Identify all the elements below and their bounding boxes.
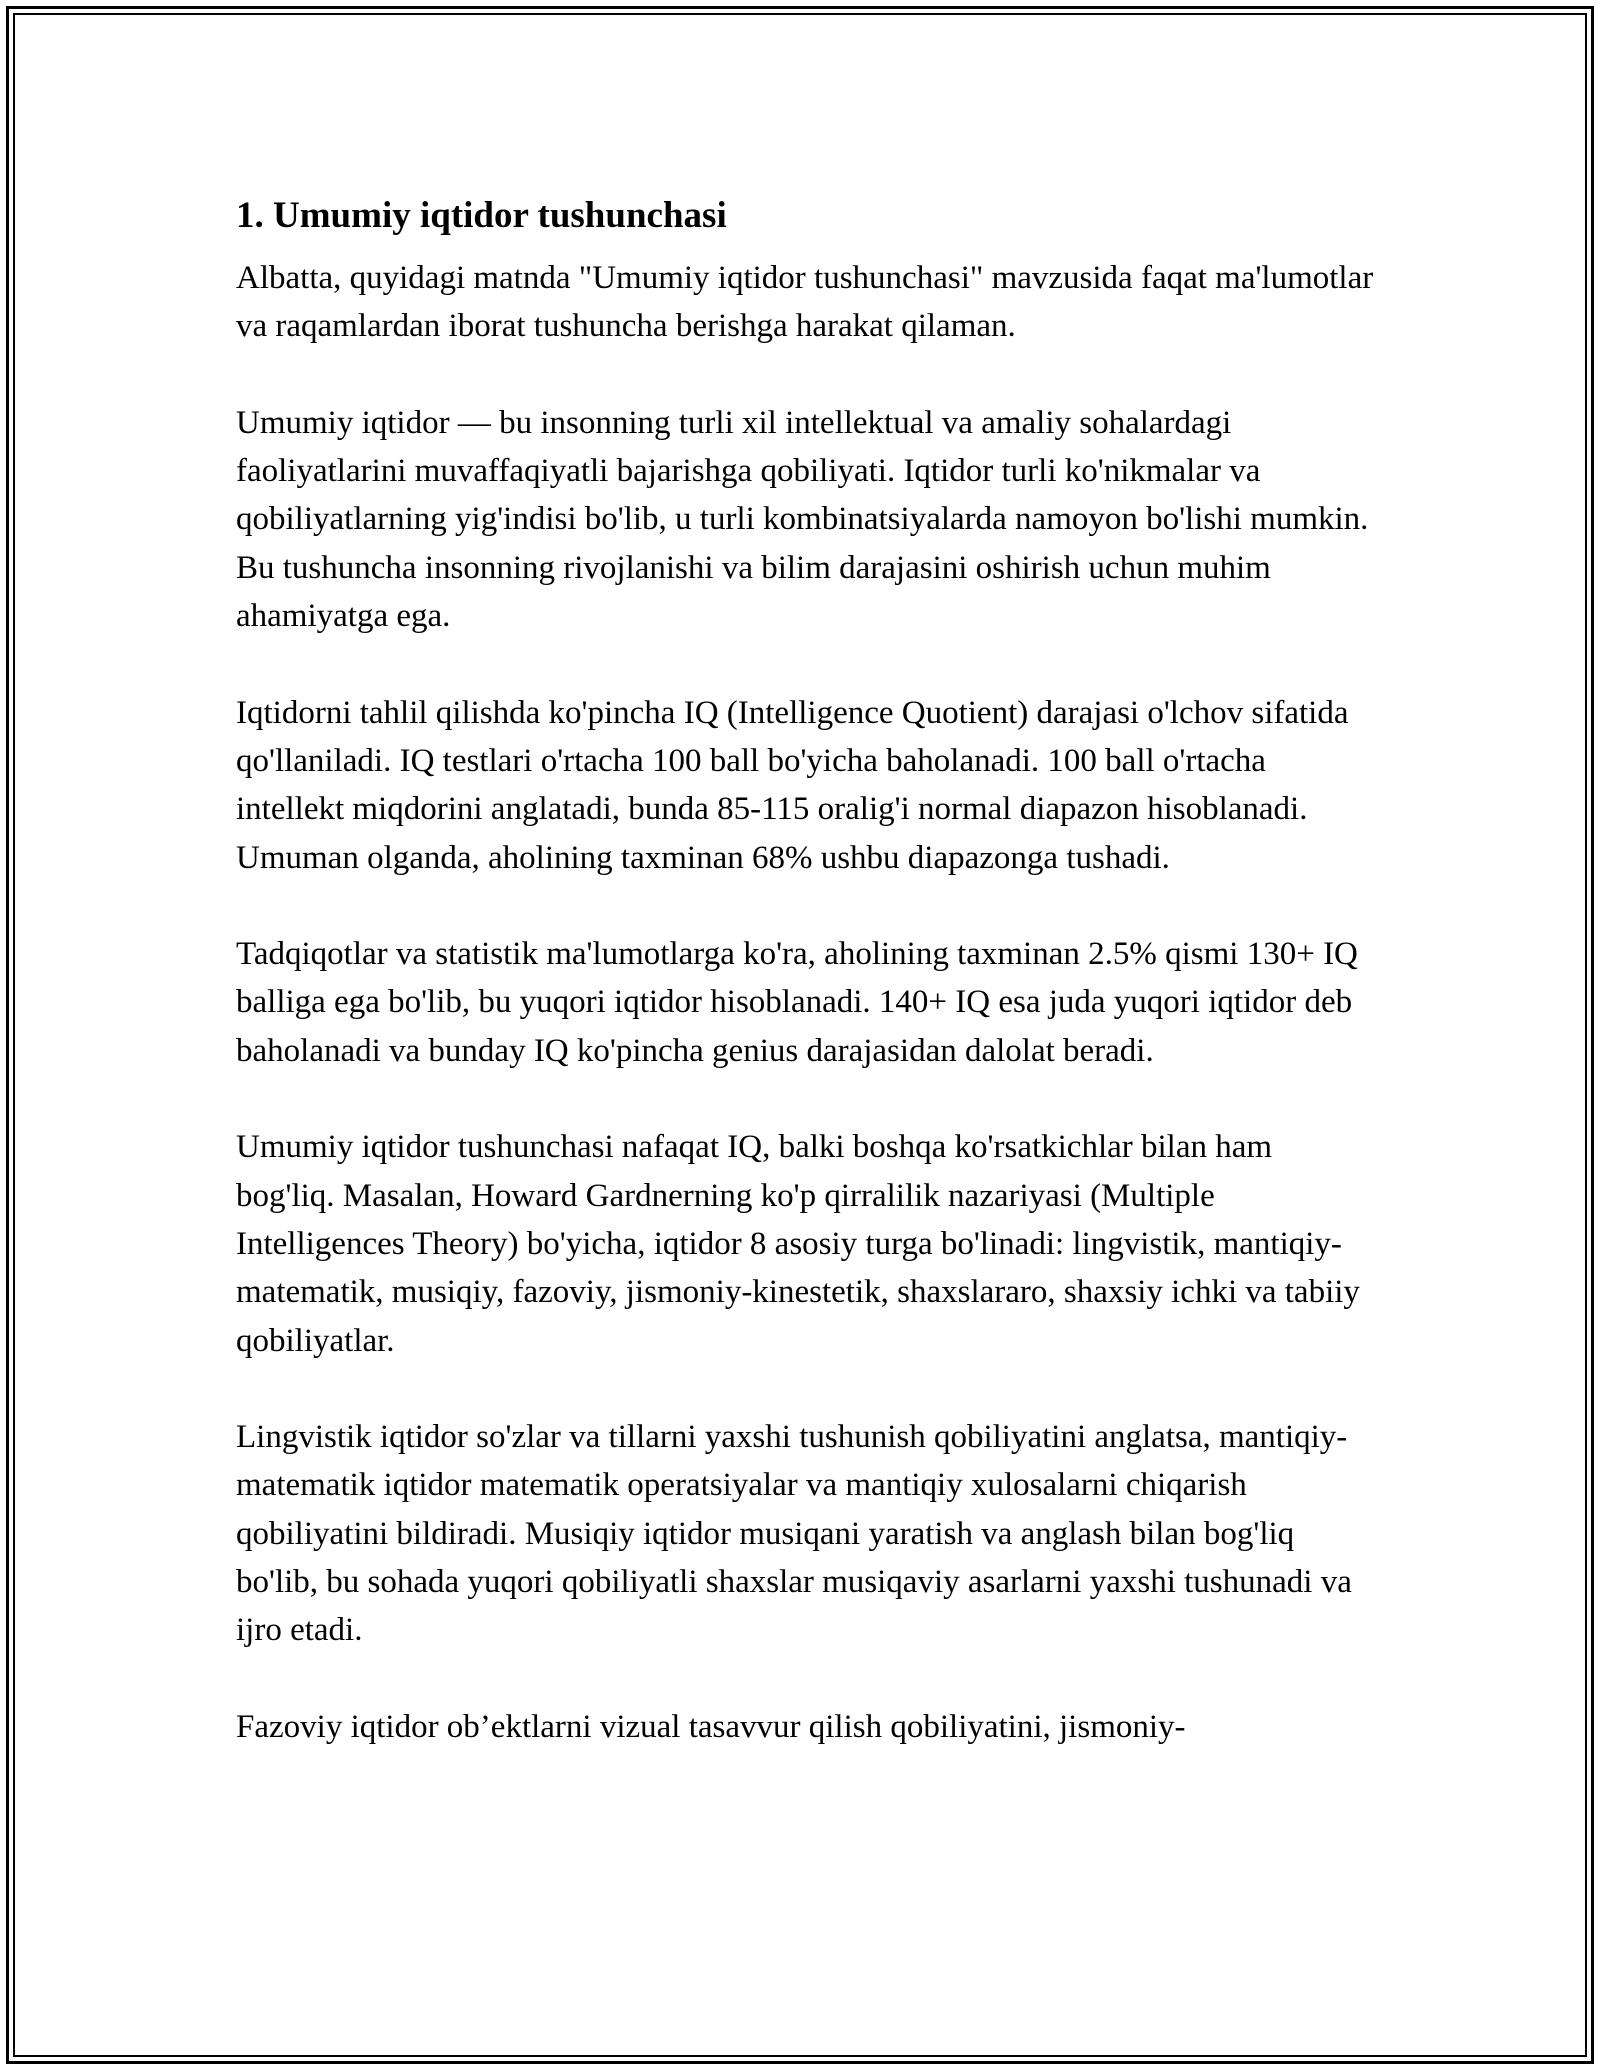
paragraph-definition: Umumiy iqtidor — bu insonning turli xil intellektual va amaliy sohalardagi faoliyatlarini muvaffaqiyatli bajarishga qobiliyati. Iqtidor turli ko'nikmalar va qobiliyatlarning yig'indisi bo'lib, u turli kombinatsiyalarda namoyon bo'lishi mumkin. Bu tushuncha insonning rivojlanishi va bilim darajasini oshirish uchun muhim ahamiyatga ega. — [236, 404, 1369, 635]
paragraph-spatial: Fazoviy iqtidor ob’ektlarni vizual tasavvur qilish qobiliyatini, jismoniy- — [236, 1708, 1186, 1745]
paragraph-gardner-theory: Umumiy iqtidor tushunchasi nafaqat IQ, balki boshqa ko'rsatkichlar bilan ham bog'liq. Masalan, Howard Gardnerning ko'p qirralilik nazariyasi (Multiple Intelligences Theory) bo'yicha, iqtidor 8 asosiy turga bo'linadi: lingvistik, mantiqiy-matematik, musiqiy, fazoviy, jismoniy-kinestetik, shaxslararo, shaxsiy ichki va tabiiy qobiliyatlar. — [236, 1129, 1360, 1359]
paragraph-iq-statistics: Tadqiqotlar va statistik ma'lumotlarga ko'ra, aholining taxminan 2.5% qismi 130+ IQ balliga ega bo'lib, bu yuqori iqtidor hisoblanadi. 140+ IQ esa juda yuqori iqtidor deb baholanadi va bunday IQ ko'pincha genius darajasidan dalolat beradi. — [236, 936, 1358, 1069]
paragraph-intelligence-types: Lingvistik iqtidor so'zlar va tillarni yaxshi tushunish qobiliyatini anglatsa, mantiqiy-matematik iqtidor matematik operatsiyalar va mantiqiy xulosalarni chiqarish qobiliyatini bildiradi. Musiqiy iqtidor musiqani yaratish va anglash bilan bog'liq bo'lib, bu sohada yuqori qobiliyatli shaxslar musiqaviy asarlarni yaxshi tushunadi va ijro etadi. — [236, 1419, 1352, 1649]
paragraph-iq-measure: Iqtidorni tahlil qilishda ko'pincha IQ (Intelligence Quotient) darajasi o'lchov sifatida qo'llaniladi. IQ testlari o'rtacha 100 ball bo'yicha baholanadi. 100 ball o'rtacha intellekt miqdorini anglatadi, bunda 85-115 oralig'i normal diapazon hisoblanadi. Umuman olganda, aholining taxminan 68% ushbu diapazonga tushadi. — [236, 694, 1349, 876]
section-heading: 1. Umumiy iqtidor tushunchasi — [236, 195, 727, 236]
paragraph-intro: Albatta, quyidagi matnda "Umumiy iqtidor tushunchasi" mavzusida faqat ma'lumotlar va raqamlardan iborat tushuncha berishga harakat qilaman. — [236, 260, 1374, 345]
document-body — [236, 188, 1376, 1800]
